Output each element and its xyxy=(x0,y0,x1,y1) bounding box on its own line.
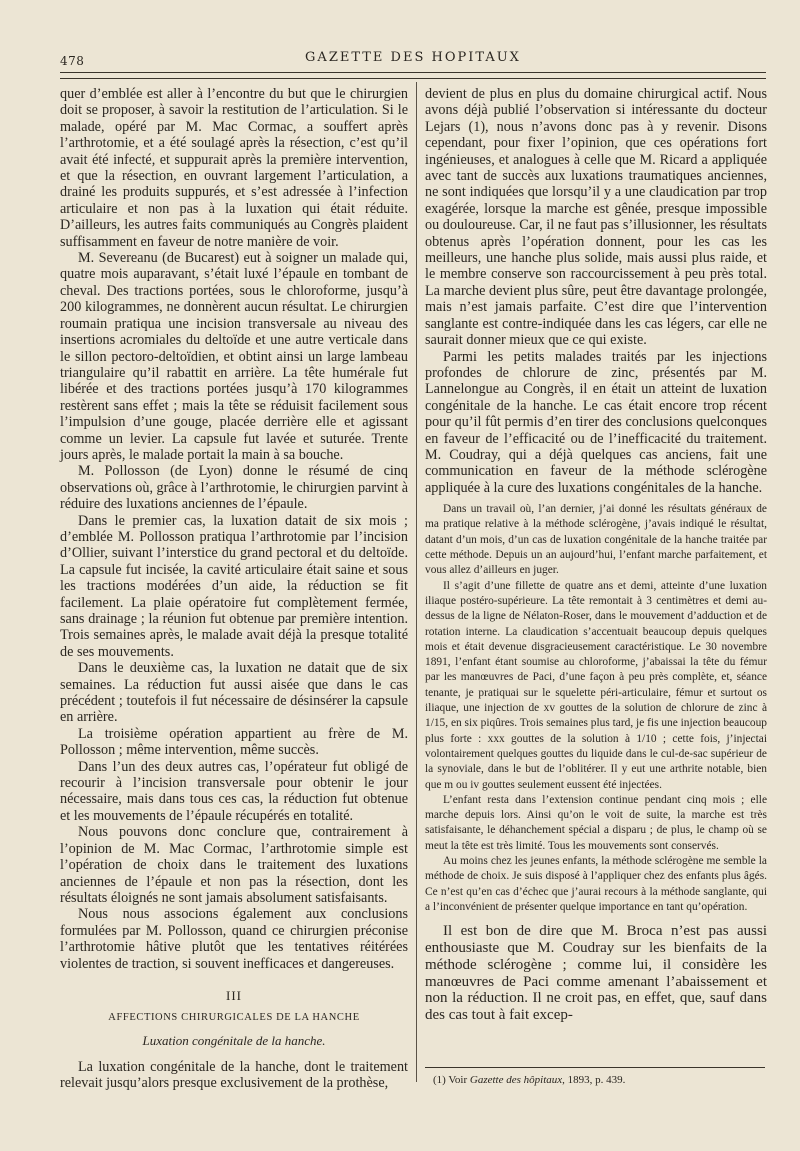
paragraph: Il est bon de dire que M. Broca n’est pas aussi enthousiaste que M. Coudray sur les bienfaits de la méthode sclérogène ; comme lui, il considère les manœuvres de Paci comme amenant l’abaissement et non la réduction. Il ne croit pas, en effet, que, sauf dans des cas tout à fait excep- xyxy=(425,923,767,1024)
paragraph: M. Pollosson (de Lyon) donne le résumé de cinq observations où, grâce à l’arthrotomie, le chirurgien parvint à réduire des luxations anciennes de l’épaule. xyxy=(60,463,408,513)
paragraph: La troisième opération appartient au frère de M. Pollosson ; même intervention, même succès. xyxy=(60,725,408,759)
paragraph: Nous pouvons donc conclure que, contrairement à l’opinion de M. Mac Cormac, l’arthrotomie simple est l’opération de choix dans le traitement des luxations anciennes de l’épaule et non pas la résection, dont les résultats éloignés ne sont jamais absolument satisfaisants. xyxy=(60,824,408,906)
paragraph: Dans le premier cas, la luxation datait de six mois ; d’emblée M. Pollosson pratiqua l’arthrotomie par l’incision d’Ollier, suivant l’interstice du grand pectoral et du deltoïde. La capsule fut incisée, la cavité articulaire était saine et sous les tractions modérées d’un aide, la réduction se fit facilement. La plaie opératoire fut complètement fermée, sans drainage ; la réunion fut obtenue par première intention. Trois semaines après, le malade avait déjà la presque totalité de ses mouvements. xyxy=(60,512,408,660)
quoted-paragraph: Dans un travail où, l’an dernier, j’ai donné les résultats généraux de ma pratique relative à la méthode sclérogène, j’avais indiqué le résultat, datant d’un mois, d’un cas de luxation congénitale de la hanche traitée par cette méthode. Depuis un an aujourd’hui, l’enfant marche parfaitement, et vous allez d’ailleurs en juger. xyxy=(425,503,767,577)
quoted-paragraph: L’enfant resta dans l’extension continue pendant cinq mois ; elle marche depuis lors. Ainsi qu’on le voit de suite, la marche est très satisfaisante, le déhanchement spécial a disparu ; de plus, le champ où se meut la tête est très limité. Tous les mouvements sont conservés. xyxy=(425,793,767,852)
running-title: GAZETTE DES HOPITAUX xyxy=(305,50,521,65)
quoted-paragraph: Au moins chez les jeunes enfants, la méthode sclérogène me semble la méthode de choix. Je suis disposé à l’appliquer chez des enfants plus âgés. Ce n’est qu’en cas d’échec que j’aurai recours à la méthode sanglante, qui a l’inconvénient de présenter quelque importance en tant qu’opération. xyxy=(425,854,767,913)
paragraph: quer d’emblée est aller à l’encontre du but que le chirurgien doit se proposer, à savoir la restitution de l’articulation. Si le malade, opéré par M. Mac Cormac, a souffert après l’arthrotomie, et a été soulagé après la résection, c’est qu’il avait été infecté, et suppurait après la première intervention, et que la résection, en ouvrant largement l’articulation, a drainé les produits suppurés, et s’est adressée à l’infection articulaire et non pas à la luxation qui était réduite. D’ailleurs, les autres faits communiqués au Congrès plaident suffisamment en faveur de notre manière de voir. xyxy=(60,86,408,250)
paragraph: M. Severeanu (de Bucarest) eut à soigner un malade qui, quatre mois auparavant, s’était luxé l’épaule en tombant de cheval. Des tractions portées, sous le chloroforme, jusqu’à 200 kilogrammes, ne donnèrent aucun résultat. Le chirurgien roumain pratiqua une incision transversale au niveau des insertions acromiales du deltoïde et une autre verticale dans le sillon pectoro-deltoïdien, et obtint ainsi un large lambeau triangulaire qu’il rabattit en arrière. La tête humérale fut libérée et des tractions portées jusqu’à 170 kilogrammes restèrent sans effet ; mais la tête se réduisit facilement sous l’impulsion d’une gouge, placée derrière elle et agissant comme un levier. La capsule fut lavée et suturée. Trente jours après, le malade portait la main à sa bouche. xyxy=(60,250,408,463)
section-title: AFFECTIONS CHIRURGICALES DE LA HANCHE xyxy=(108,1011,360,1023)
footnote-rule xyxy=(425,1067,765,1068)
paragraph: devient de plus en plus du domaine chirurgical actif. Nous avons déjà publié l’observation si intéressante du docteur Lejars (1), nous n’avons donc pas à y revenir. Disons cependant, pour fixer l’opinion, que ces opérations fort ingénieuses, et analogues à celle que M. Ricard a appliquée avec tant de succès aux luxations traumatiques anciennes, ne sont indiquées que lorsqu’il y a une claudication par trop exagérée, lorsque la marche est gênée, presque impossible ou douloureuse. Car, il ne faut pas s’illusionner, les résultats obtenus après l’opération donnent, pour les cas les meilleurs, une hanche plus solide, mais aussi plus raide, et le membre conserve son raccourcissement à peu près total. La marche devient plus sûre, peut être davantage prolongée, mais n’est jamais parfaite. C’est dire que l’intervention sanglante est contre-indiquée dans les cas légers, car elle ne saurait donner mieux que ce qui existe. xyxy=(425,86,767,349)
paragraph: Dans le deuxième cas, la luxation ne datait que de six semaines. La réduction fut aussi aisée que dans le cas précédent ; toutefois il fut nécessaire de désinsérer la capsule en arrière. xyxy=(60,660,408,726)
page-header xyxy=(60,44,766,74)
footnote-reference: , 1893, p. 439. xyxy=(562,1074,626,1086)
column-divider xyxy=(416,82,417,1082)
quoted-paragraph: Il s’agit d’une fillette de quatre ans et demi, atteinte d’une luxation iliaque postéro-supérieure. La tête remontait à 3 centimètres et demi au-dessus de la ligne de Nélaton-Roser, dans le mouvement d’adduction et de rotation interne. La claudication s’accentuait beaucoup depuis quelques mois et était devenue disgracieusement caractéristique. Le 30 novembre 1891, l’enfant étant soumise au chloroforme, j’abaissai la tête du fémur par les manœuvres de Paci, d’une façon à peu près complète, et, séance tenante, je pratiquai sur le squelette péri-articulaire, fémur et surtout os iliaque, une injection de xv gouttes de la solution de chlorure de zinc à 1/15, en six piqûres. Trois semaines plus tard, je fis une injection beaucoup plus forte : xxx gouttes de la solution à 1/10 ; cette fois, j’injectai volontairement quelques gouttes du liquide dans le cul-de-sac supérieur de la synoviale, dans le but de l’oblitérer. Il y eut une arthrite notable, bien que m ou iv gouttes seulement eussent été injectées. xyxy=(425,579,767,791)
footnote-marker: (1) Voir xyxy=(433,1074,468,1086)
footnote-source: Gazette des hôpitaux xyxy=(469,1074,563,1086)
footnote xyxy=(425,1074,773,1086)
section-number: III xyxy=(226,987,242,1003)
paragraph: Dans l’un des deux autres cas, l’opérateur fut obligé de recourir à l’incision transversale pour obtenir le jour nécessaire, mais dans tous ces cas, la réduction fut obtenue et les mouvements de l’épaule récupérés en totalité. xyxy=(60,758,408,824)
header-rule xyxy=(60,72,766,79)
right-column xyxy=(425,86,767,1024)
page-number: 478 xyxy=(60,54,85,68)
paragraph: Nous nous associons également aux conclusions formulées par M. Pollosson, quand ce chirurgien préconise l’arthrotomie hâtive plutôt que les tentatives réitérées violentes de traction, si souvent inefficaces et dangereuses. xyxy=(60,906,408,972)
paragraph: La luxation congénitale de la hanche, dont le traitement relevait jusqu’alors presque exclusivement de la prothèse, xyxy=(60,1058,408,1092)
section-subtitle: Luxation congénitale de la hanche. xyxy=(142,1032,326,1048)
left-column xyxy=(60,86,408,1092)
paragraph: Parmi les petits malades traités par les injections profondes de chlorure de zinc, présentés par M. Lannelongue au Congrès, il en était un atteint de luxation congénitale de la hanche. Le cas était encore trop récent pour qu’il fût permis d’en tirer des conclusions quelconques en faveur de l’efficacité ou de l’inefficacité du traitement. M. Coudray, qui a déjà quelques cas anciens, fait une communication en faveur de la méthode sclérogène appliquée à la cure des luxations congénitales de la hanche. xyxy=(425,348,767,496)
